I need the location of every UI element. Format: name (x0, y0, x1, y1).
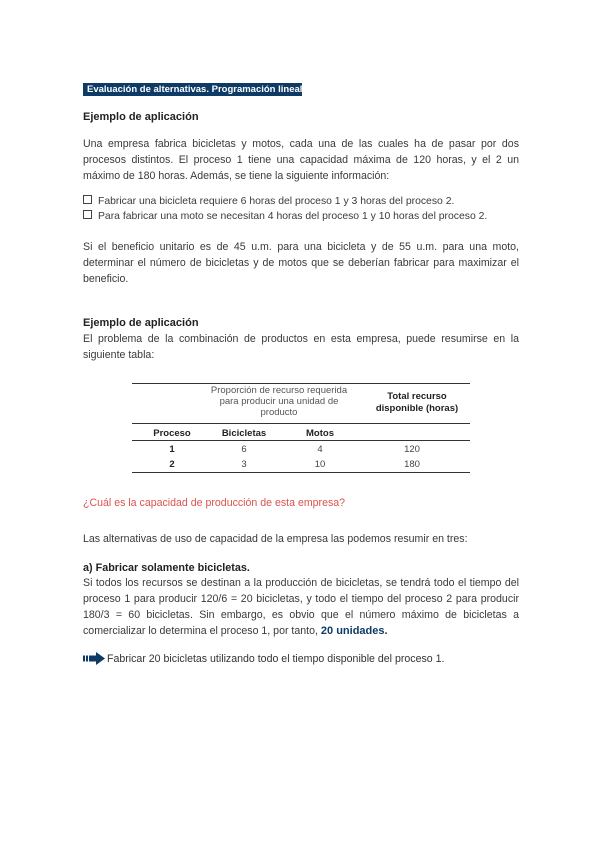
section2-heading: Ejemplo de aplicación (83, 317, 199, 329)
table-cell: 1 (169, 444, 175, 455)
bullet-item (83, 210, 487, 224)
alternative-a-text (83, 575, 519, 639)
table-cell: 180 (404, 459, 420, 470)
alternative-a-heading: a) Fabricar solamente bicicletas. (83, 562, 250, 574)
table-cell: 6 (241, 444, 247, 455)
alternative-a-body: Si todos los recursos se destinan a la producción de bicicletas, se tendrá todo el tiempo del proceso 1 para producir 120/6 = 20 bicicletas, y todo el tiempo del proceso 2 para producir 180/3 = 60 bicicletas. Sin embargo, es obvio que el número máximo de bicicletas a comercializar lo determina el proceso 1, por tanto, (83, 577, 519, 637)
right-arrow-icon (83, 652, 105, 665)
section2-paragraph: El problema de la combinación de productos en esta empresa, puede resumirse en la siguiente tabla: (83, 333, 519, 361)
resource-table (132, 383, 470, 473)
checkbox-bullet-icon (83, 210, 92, 219)
bullet-text: Para fabricar una moto se necesitan 4 horas del proceso 1 y 10 horas del proceso 2. (98, 211, 488, 222)
table-group-header: Proporción de recurso requerida para producir una unidad de producto (210, 385, 348, 418)
highlight-result: 20 unidades. (320, 625, 388, 637)
table-cell: 120 (404, 444, 420, 455)
table-header-rule (132, 423, 470, 424)
table-cell: 3 (241, 459, 247, 470)
table-total-header: Total recurso disponible (horas) (375, 391, 459, 414)
capacity-question: ¿Cuál es la capacidad de producción de esta empresa? (83, 497, 346, 509)
section1-heading: Ejemplo de aplicación (83, 111, 199, 123)
table-bottom-rule (132, 472, 470, 473)
section-banner: Evaluación de alternativas. Programación lineal (83, 83, 302, 96)
table-cell: 10 (314, 459, 326, 470)
table-cell: 2 (169, 459, 175, 470)
table-top-rule (132, 383, 470, 384)
section1-paragraph2: Si el beneficio unitario es de 45 u.m. para una bicicleta y de 55 u.m. para una moto, determinar el número de bicicletas y de motos que se deberían fabricar para maximizar el beneficio. (83, 241, 519, 285)
col-motos: Motos (306, 428, 334, 439)
conclusion-text: Fabricar 20 bicicletas utilizando todo el tiempo disponible del proceso 1. (107, 653, 445, 665)
table-cell: 4 (317, 444, 323, 455)
alternatives-intro: Las alternativas de uso de capacidad de la empresa las podemos resumir en tres: (83, 533, 468, 545)
col-bicicletas: Bicicletas (221, 428, 267, 439)
col-proceso: Proceso (153, 428, 191, 439)
bullet-text: Fabricar una bicicleta requiere 6 horas del proceso 1 y 3 horas del proceso 2. (98, 196, 455, 207)
table-subheader-rule (132, 440, 470, 441)
checkbox-bullet-icon (83, 195, 92, 204)
section1-paragraph: Una empresa fabrica bicicletas y motos, cada una de las cuales ha de pasar por dos procesos distintos. El proceso 1 tiene una capacidad máxima de 120 horas, y el 2 un máximo de 180 horas. Además, se tiene la siguiente información: (83, 138, 519, 182)
bullet-item (83, 195, 454, 209)
